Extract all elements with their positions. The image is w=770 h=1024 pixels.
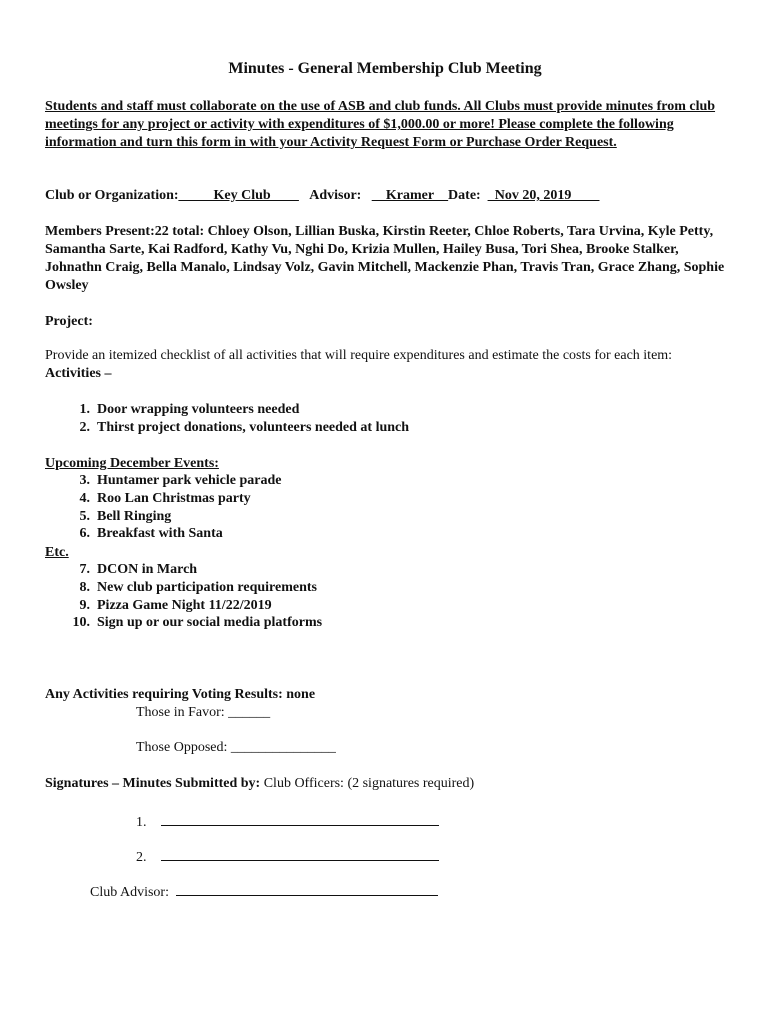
list-text: Sign up or our social media platforms	[97, 615, 323, 631]
signature-line-2[interactable]	[161, 846, 439, 861]
list-number: 2.	[79, 419, 90, 435]
advisor-signature-line[interactable]	[176, 881, 438, 896]
list-item	[45, 525, 281, 543]
list-item	[45, 401, 409, 419]
list-text: Bell Ringing	[97, 508, 172, 524]
signature-number: 2.	[136, 850, 147, 865]
list-item	[45, 472, 281, 490]
club-info-line	[45, 187, 599, 205]
etc-list	[45, 561, 322, 632]
members-present: Members Present:22 total: Chloey Olson, Lillian Buska, Kirstin Reeter, Chloe Roberts, Tara Urvina, Kyle Petty, Samantha Sarte, Kai Radford, Kathy Vu, Nghi Do, Krizia Mullen, Hailey Busa, Tori Shea, Brooke Stalker, Johnathn Craig, Bella Manalo, Lindsay Volz, Gavin Mitchell, Mackenzie Phan, Travis Tran, Grace Zhang, Sophie Owsley	[45, 224, 725, 293]
signature-row-2	[136, 846, 439, 867]
voting-label: Any Activities requiring Voting Results: none	[45, 687, 316, 702]
advisor-signature-label: Club Advisor:	[90, 885, 169, 900]
list-text: DCON in March	[97, 562, 198, 577]
activities-label: Activities –	[45, 366, 112, 381]
project-label: Project:	[45, 314, 93, 329]
list-number: 9.	[79, 597, 90, 613]
advisor-label: Advisor:	[309, 188, 362, 203]
list-text: New club participation requirements	[97, 579, 317, 595]
list-text: Thirst project donations, volunteers needed at lunch	[97, 419, 410, 435]
upcoming-list	[45, 472, 281, 543]
list-number: 8.	[79, 579, 90, 595]
signature-number: 1.	[136, 815, 147, 830]
date-value: _Nov 20, 2019____	[487, 188, 600, 203]
list-item	[45, 508, 281, 526]
list-text: Breakfast with Santa	[97, 526, 223, 542]
instruction-text: Provide an itemized checklist of all activities that will require expenditures and estimate the costs for each item:	[45, 348, 673, 363]
signatures-note: Club Officers: (2 signatures required)	[260, 776, 475, 791]
advisor-value: __Kramer__	[371, 188, 449, 203]
page-title: Minutes - General Membership Club Meeting	[228, 60, 542, 77]
signatures-line	[45, 775, 474, 793]
favor-field: Those in Favor: ______	[136, 705, 271, 720]
opposed-field: Those Opposed: _______________	[136, 740, 336, 755]
list-item	[45, 597, 322, 615]
list-item	[45, 490, 281, 508]
list-number: 3.	[79, 473, 90, 488]
notice-paragraph: Students and staff must collaborate on the use of ASB and club funds. All Clubs must provide minutes from club meetings for any project or activity with expenditures of $1,000.00 or more! Please complete the following information and turn this form in with your Activity Request Form or Purchase Order Request.	[45, 99, 716, 150]
list-item	[45, 579, 322, 597]
signatures-label: Signatures – Minutes Submitted by:	[45, 776, 261, 791]
list-item	[45, 561, 322, 579]
list-number: 4.	[79, 490, 90, 506]
list-number: 7.	[79, 562, 90, 577]
signature-row-1	[136, 811, 439, 832]
upcoming-label: Upcoming December Events:	[45, 456, 219, 471]
activities-list	[45, 401, 409, 437]
advisor-signature-row	[90, 881, 438, 902]
signature-line-1[interactable]	[161, 811, 439, 826]
date-label: Date:	[448, 188, 481, 203]
list-text: Pizza Game Night 11/22/2019	[97, 597, 272, 613]
list-text: Huntamer park vehicle parade	[97, 473, 282, 488]
list-item	[45, 419, 409, 437]
list-text: Door wrapping volunteers needed	[97, 402, 300, 417]
list-number: 6.	[79, 526, 90, 542]
club-value: _____Key Club____	[178, 188, 299, 203]
list-number: 10.	[72, 615, 90, 631]
club-label: Club or Organization:	[45, 188, 179, 203]
list-number: 1.	[79, 402, 90, 417]
etc-label: Etc.	[45, 545, 69, 560]
list-item	[45, 614, 322, 632]
list-text: Roo Lan Christmas party	[97, 490, 251, 506]
list-number: 5.	[79, 508, 90, 524]
